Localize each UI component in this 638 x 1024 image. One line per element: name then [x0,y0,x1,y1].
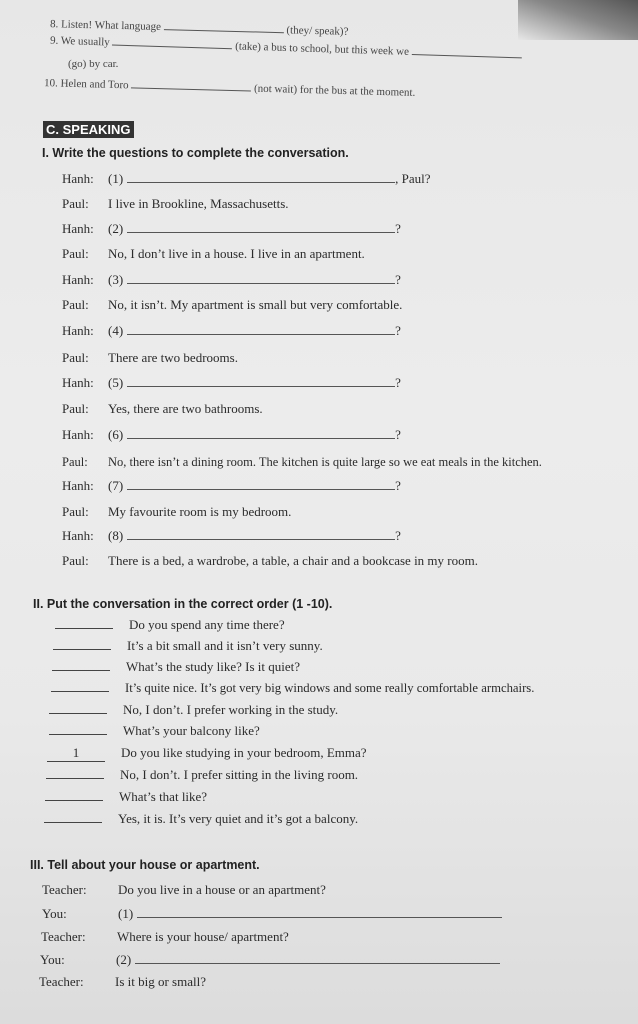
dialog-line: Hanh: (4) ? [62,323,401,338]
answer-blank[interactable] [127,529,395,540]
dialog-line: Hanh: (2) ? [62,221,401,236]
top-item-9-line2: (go) by car. [68,58,119,70]
order-item: No, I don’t. I prefer working in the study. [49,702,338,718]
dialog-line: Paul: No, it isn’t. My apartment is small but very comfortable. [62,297,403,312]
top-item-10: 10. Helen and Toro (not wait) for the bus at the moment. [43,77,416,99]
dialog-line: Hanh: (6) ? [62,427,401,442]
answer-blank[interactable] [127,479,395,490]
order-blank[interactable] [49,734,107,735]
order-item: It’s quite nice. It’s got very big windows and some really comfortable armchairs. [51,681,534,696]
teacher-line: Teacher: Is it big or small? [39,974,206,989]
dialog-line: Paul: I live in Brookline, Massachusetts. [62,196,289,211]
student-line: You: (1) [42,906,502,922]
dialog-line: Hanh: (5) ? [62,375,401,390]
order-item: What’s the study like? Is it quiet? [52,659,300,675]
answer-blank[interactable] [127,273,395,284]
dialog-line: Hanh: (7) ? [62,478,401,493]
order-blank[interactable] [52,670,110,671]
part3-instruction: III. Tell about your house or apartment. [30,858,260,872]
answer-blank[interactable] [135,953,500,964]
dialog-line: Paul: My favourite room is my bedroom. [62,504,292,519]
background-corner [518,0,638,40]
order-blank[interactable] [44,822,102,823]
order-blank[interactable] [45,800,103,801]
order-blank[interactable] [55,628,113,629]
dialog-line: Hanh: (1) , Paul? [62,171,431,186]
top-item-8: 8. Listen! What language (they/ speak)? [49,18,349,38]
part2-instruction: II. Put the conversation in the correct order (1 -10). [33,597,333,611]
answer-blank[interactable] [127,428,395,439]
order-item: It’s a bit small and it isn’t very sunny. [53,638,323,654]
order-item: What’s your balcony like? [49,723,260,739]
answer-blank[interactable] [137,907,502,918]
order-blank[interactable]: 1 [47,745,105,762]
order-item: Do you spend any time there? [55,617,285,633]
dialog-line: Paul: Yes, there are two bathrooms. [62,401,263,416]
dialog-line: Paul: No, there isn’t a dining room. The kitchen is quite large so we eat meals in the kitchen. [62,455,542,469]
answer-blank[interactable] [127,376,395,387]
order-item: What’s that like? [45,789,207,805]
order-blank[interactable] [46,778,104,779]
dialog-line: Paul: No, I don’t live in a house. I live in an apartment. [62,246,365,261]
answer-blank[interactable] [127,324,395,335]
order-item: 1 Do you like studying in your bedroom, Emma? [47,745,367,762]
answer-blank[interactable] [127,222,395,233]
dialog-line: Hanh: (8) ? [62,528,401,543]
dialog-line: Paul: There are two bedrooms. [62,350,238,365]
answer-blank[interactable] [412,44,522,58]
student-line: You: (2) [40,952,500,968]
order-blank[interactable] [53,649,111,650]
teacher-line: Teacher: Where is your house/ apartment? [41,929,289,944]
answer-blank[interactable] [164,19,284,33]
dialog-line: Paul: There is a bed, a wardrobe, a table, a chair and a bookcase in my room. [62,553,478,568]
section-heading: C. SPEAKING [43,121,134,138]
teacher-line: Teacher: Do you live in a house or an apartment? [42,882,326,897]
order-item: Yes, it is. It’s very quiet and it’s got a balcony. [44,811,358,827]
dialog-line: Hanh: (3) ? [62,272,401,287]
order-blank[interactable] [49,713,107,714]
answer-blank[interactable] [127,172,395,183]
order-item: No, I don’t. I prefer sitting in the living room. [46,767,358,783]
answer-blank[interactable] [131,77,251,91]
answer-blank[interactable] [112,35,232,50]
order-blank[interactable] [51,691,109,692]
part1-instruction: I. Write the questions to complete the conversation. [42,146,349,160]
top-item-9: 9. We usually (take) a bus to school, but this week we [50,33,522,62]
